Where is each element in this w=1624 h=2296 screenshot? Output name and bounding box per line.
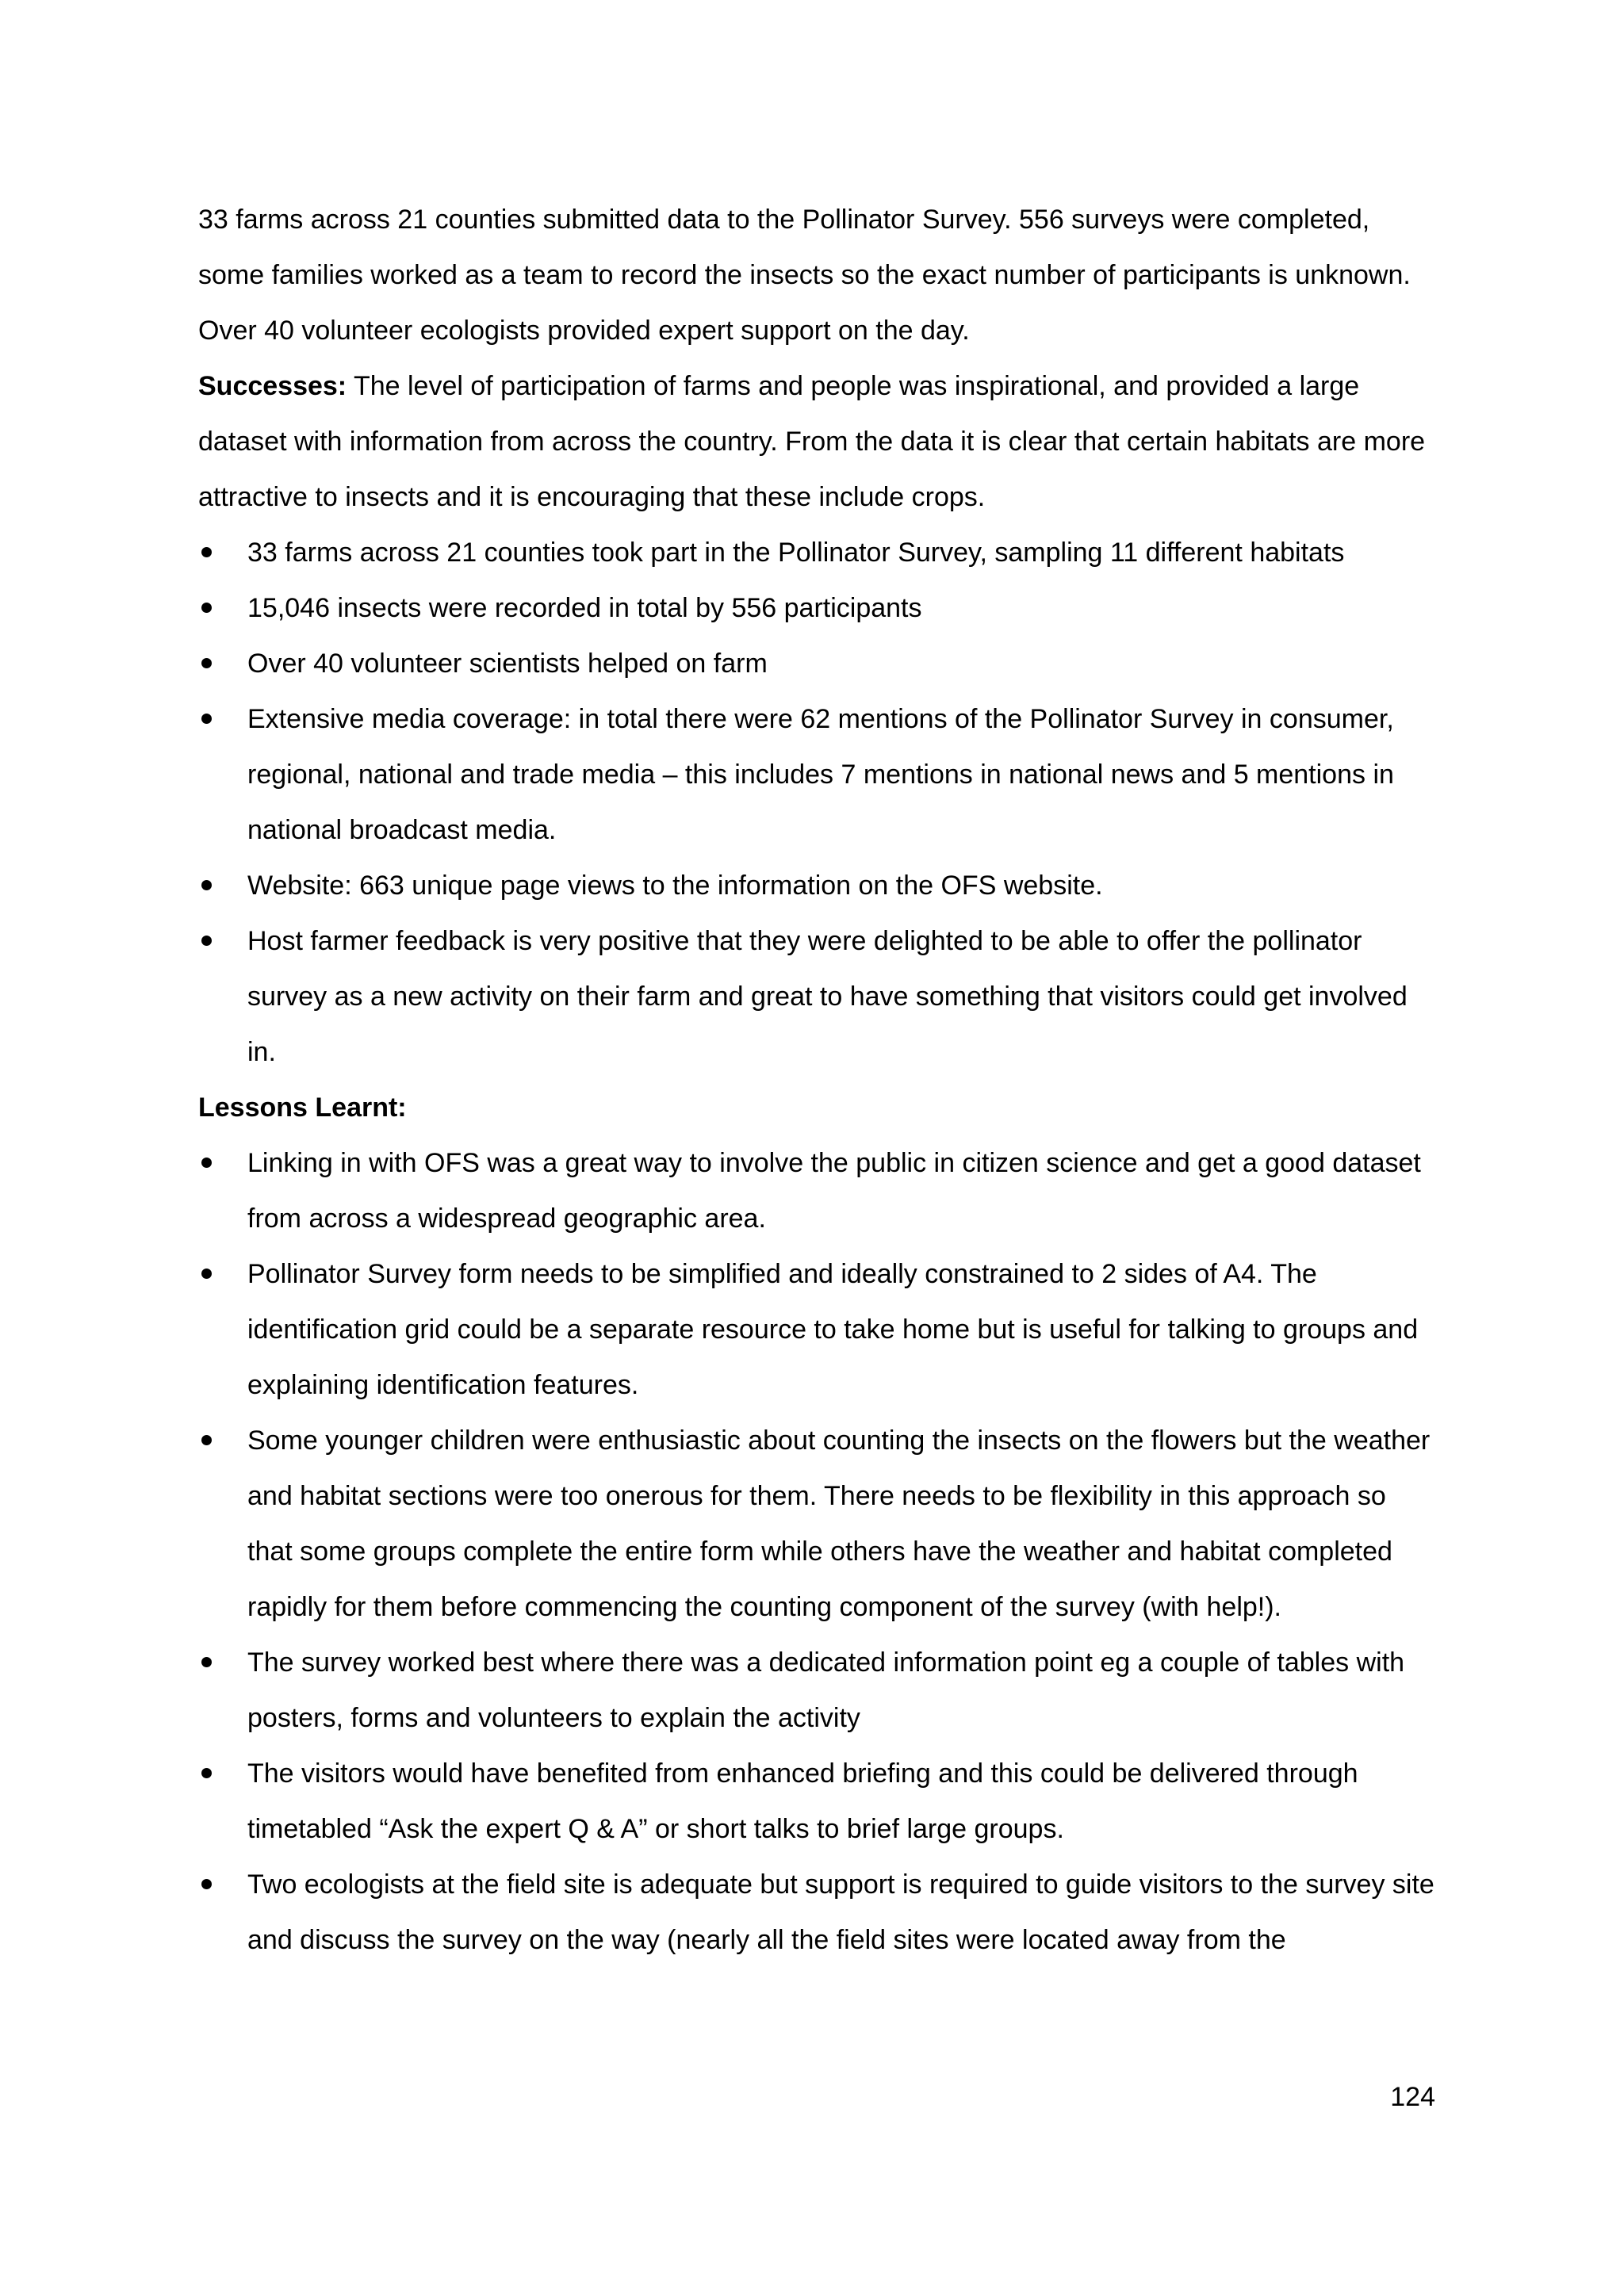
bullet-icon [201, 1657, 212, 1667]
lessons-heading: Lessons Learnt: [198, 1093, 407, 1123]
bullet-icon [201, 936, 212, 946]
bullet-icon [201, 658, 212, 668]
list-item: Linking in with OFS was a great way to involve the public in citizen science and get a good dataset from across a widespread geographic area. [198, 1135, 1435, 1246]
list-item: Over 40 volunteer scientists helped on farm [198, 636, 1435, 691]
intro-paragraph: 33 farms across 21 counties submitted data to the Pollinator Survey. 556 surveys were completed, some families worked as a team to record the insects so the exact number of participants is unknown. Over 40 volunteer ecologists provided expert support on the day. [198, 205, 1411, 346]
bullet-icon [201, 1269, 212, 1279]
successes-heading: Successes: [198, 371, 347, 401]
bullet-icon [201, 547, 212, 557]
list-item: Two ecologists at the field site is adequate but support is required to guide visitors to the survey site and discuss the survey on the way (nearly all the field sites were located away from the [198, 1857, 1435, 1968]
list-item: 15,046 insects were recorded in total by 556 participants [198, 580, 1435, 636]
list-item: Some younger children were enthusiastic about counting the insects on the flowers but the weather and habitat sections were too onerous for them. There needs to be flexibility in this approach so that some groups complete the entire form while others have the weather and habitat completed rapidly for them before commencing the counting component of the survey (with help!). [198, 1413, 1435, 1635]
list-item: The visitors would have benefited from enhanced briefing and this could be delivered through timetabled “Ask the expert Q & A” or short talks to brief large groups. [198, 1746, 1435, 1857]
list-item: The survey worked best where there was a dedicated information point eg a couple of tables with posters, forms and volunteers to explain the activity [198, 1635, 1435, 1746]
successes-paragraph [198, 358, 1435, 525]
bullet-icon [201, 1879, 212, 1889]
list-item: 33 farms across 21 counties took part in the Pollinator Survey, sampling 11 different habitats [198, 525, 1435, 580]
bullet-icon [201, 1158, 212, 1168]
list-item: Website: 663 unique page views to the information on the OFS website. [198, 858, 1435, 913]
page-number: 124 [1390, 2082, 1435, 2112]
bullet-icon [201, 1435, 212, 1445]
list-item: Pollinator Survey form needs to be simplified and ideally constrained to 2 sides of A4. The identification grid could be a separate resource to take home but is useful for talking to groups and explaining identification features. [198, 1246, 1435, 1413]
successes-text: The level of participation of farms and people was inspirational, and provided a large dataset with information from across the country. From the data it is clear that certain habitats are more attractive to insects and it is encouraging that these include crops. [198, 371, 1426, 512]
bullet-icon [201, 603, 212, 613]
list-item: Host farmer feedback is very positive that they were delighted to be able to offer the pollinator survey as a new activity on their farm and great to have something that visitors could get involved in. [198, 913, 1435, 1080]
bullet-icon [201, 714, 212, 724]
lessons-list [198, 1135, 1435, 1968]
document-body [198, 192, 1435, 1968]
bullet-icon [201, 880, 212, 890]
successes-list [198, 525, 1435, 1080]
list-item: Extensive media coverage: in total there were 62 mentions of the Pollinator Survey in consumer, regional, national and trade media – this includes 7 mentions in national news and 5 mentions in national broadcast media. [198, 691, 1435, 858]
bullet-icon [201, 1768, 212, 1778]
